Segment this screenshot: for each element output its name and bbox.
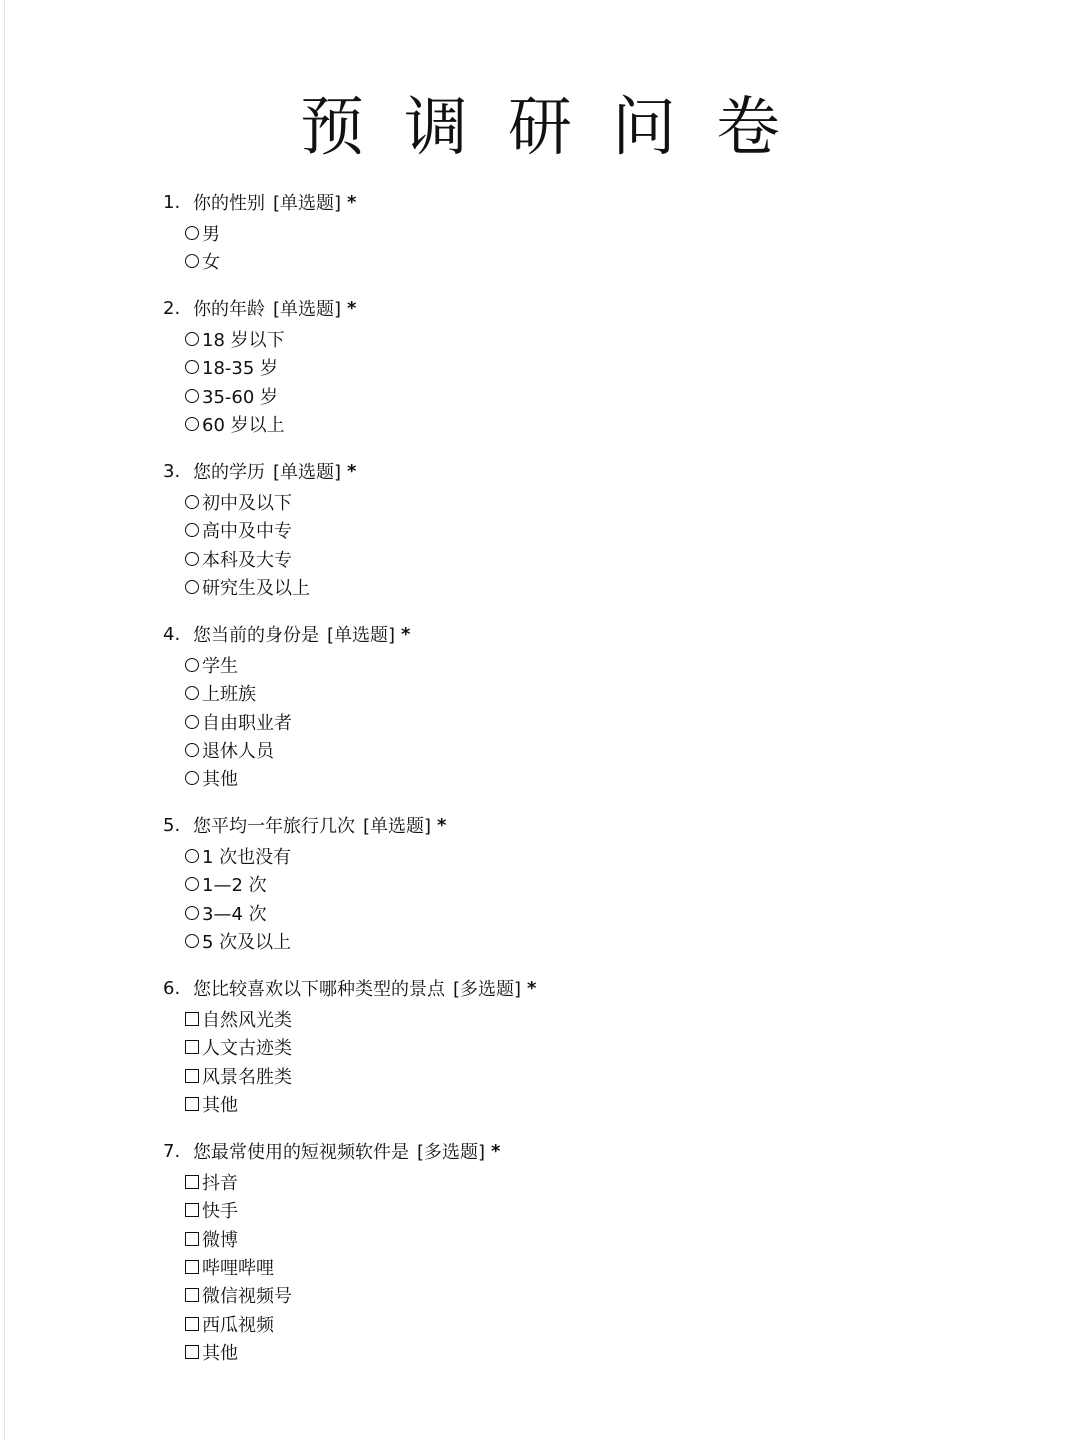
required-marker: * [437,814,447,836]
question-5 [163,810,1043,955]
radio-icon[interactable] [185,906,199,920]
option-label: 女 [202,252,220,274]
question-text: 你的年龄 [193,299,265,320]
radio-icon[interactable] [185,389,199,403]
option-label: 其他 [202,1342,238,1364]
option-retired[interactable] [163,736,1043,764]
question-type-label: [多选题] [417,1142,486,1163]
question-header [163,619,1043,649]
option-label: 哔哩哔哩 [202,1258,274,1280]
option-student[interactable] [163,651,1043,679]
checkbox-icon[interactable] [185,1069,199,1083]
question-7 [163,1136,1043,1366]
option-label: 风景名胜类 [202,1066,292,1088]
option-label: 自然风光类 [202,1010,292,1032]
page-title: 预调研问卷 [300,91,820,165]
options-list [163,651,1043,792]
option-3-4-trips[interactable] [163,899,1043,927]
question-4 [163,619,1043,792]
checkbox-icon[interactable] [185,1097,199,1111]
option-natural-scenery[interactable] [163,1005,1043,1033]
radio-icon[interactable] [185,226,199,240]
option-label: 60 岁以上 [202,415,285,437]
radio-icon[interactable] [185,523,199,537]
question-6 [163,973,1043,1118]
radio-icon[interactable] [185,849,199,863]
radio-icon[interactable] [185,552,199,566]
option-label: 5 次及以上 [202,932,292,954]
option-label: 退休人员 [202,741,274,763]
options-list [163,325,1043,438]
checkbox-icon[interactable] [185,1260,199,1274]
radio-icon[interactable] [185,254,199,268]
option-label: 上班族 [202,684,256,706]
option-douyin[interactable] [163,1168,1043,1196]
checkbox-icon[interactable] [185,1317,199,1331]
option-18-35[interactable] [163,353,1043,381]
checkbox-icon[interactable] [185,1345,199,1359]
option-label: 快手 [202,1201,238,1223]
option-zero-trips[interactable] [163,842,1043,870]
question-text: 您的学历 [193,462,265,483]
radio-icon[interactable] [185,715,199,729]
option-label: 本科及大专 [202,549,292,571]
question-3 [163,456,1043,601]
required-marker: * [527,977,537,999]
question-number: 3. [163,460,181,482]
checkbox-icon[interactable] [185,1040,199,1054]
option-label: 35-60 岁 [202,386,279,408]
option-senior-high[interactable] [163,516,1043,544]
question-header [163,973,1043,1003]
options-list [163,1168,1043,1366]
required-marker: * [347,297,357,319]
question-number: 7. [163,1140,181,1162]
option-label: 微信视频号 [202,1286,292,1308]
question-text: 你的性别 [193,193,265,214]
radio-icon[interactable] [185,360,199,374]
radio-icon[interactable] [185,658,199,672]
option-label: 18 岁以下 [202,330,285,352]
option-other[interactable] [163,1338,1043,1366]
option-label: 微博 [202,1229,238,1251]
question-header [163,456,1043,486]
option-male[interactable] [163,219,1043,247]
option-5-plus-trips[interactable] [163,927,1043,955]
option-other[interactable] [163,764,1043,792]
radio-icon[interactable] [185,686,199,700]
option-junior-high[interactable] [163,488,1043,516]
required-marker: * [401,623,411,645]
option-label: 1 次也没有 [202,847,292,869]
radio-icon[interactable] [185,332,199,346]
checkbox-icon[interactable] [185,1232,199,1246]
question-number: 1. [163,191,181,213]
options-list [163,219,1043,276]
required-marker: * [347,460,357,482]
question-type-label: [单选题] [273,462,342,483]
question-2 [163,293,1043,438]
option-graduate[interactable] [163,573,1043,601]
question-number: 4. [163,623,181,645]
option-label: 其他 [202,769,238,791]
option-label: 18-35 岁 [202,358,279,380]
question-header [163,810,1043,840]
checkbox-icon[interactable] [185,1012,199,1026]
question-1 [163,187,1043,276]
question-text: 您比较喜欢以下哪种类型的景点 [193,979,445,1000]
required-marker: * [347,191,357,213]
question-type-label: [单选题] [273,299,342,320]
question-type-label: [多选题] [453,979,522,1000]
checkbox-icon[interactable] [185,1288,199,1302]
radio-icon[interactable] [185,934,199,948]
option-label: 研究生及以上 [202,578,310,600]
option-other[interactable] [163,1090,1043,1118]
option-over-60[interactable] [163,410,1043,438]
option-kuaishou[interactable] [163,1196,1043,1224]
question-type-label: [单选题] [273,193,342,214]
options-list [163,842,1043,955]
question-type-label: [单选题] [363,816,432,837]
option-1-2-trips[interactable] [163,870,1043,898]
radio-icon[interactable] [185,417,199,431]
radio-icon[interactable] [185,580,199,594]
checkbox-icon[interactable] [185,1175,199,1189]
option-label: 高中及中专 [202,521,292,543]
question-header [163,1136,1043,1166]
question-number: 5. [163,814,181,836]
checkbox-icon[interactable] [185,1203,199,1217]
question-text: 您平均一年旅行几次 [193,816,355,837]
question-type-label: [单选题] [327,625,396,646]
radio-icon[interactable] [185,771,199,785]
radio-icon[interactable] [185,743,199,757]
option-wechat-channels[interactable] [163,1281,1043,1309]
option-cultural-heritage[interactable] [163,1033,1043,1061]
question-header [163,293,1043,323]
option-female[interactable] [163,247,1043,275]
option-label: 男 [202,224,220,246]
option-label: 学生 [202,656,238,678]
option-label: 3—4 次 [202,903,267,925]
option-label: 抖音 [202,1173,238,1195]
question-text: 您最常使用的短视频软件是 [193,1142,409,1163]
option-label: 1—2 次 [202,875,267,897]
option-bachelor[interactable] [163,545,1043,573]
option-label: 其他 [202,1095,238,1117]
page-edge-divider [4,0,5,1440]
option-office-worker[interactable] [163,679,1043,707]
required-marker: * [491,1140,501,1162]
option-under-18[interactable] [163,325,1043,353]
options-list [163,488,1043,601]
question-number: 6. [163,977,181,999]
question-number: 2. [163,297,181,319]
radio-icon[interactable] [185,495,199,509]
option-bilibili[interactable] [163,1253,1043,1281]
option-label: 自由职业者 [202,712,292,734]
options-list [163,1005,1043,1118]
option-label: 初中及以下 [202,493,292,515]
question-header [163,187,1043,217]
option-weibo[interactable] [163,1225,1043,1253]
radio-icon[interactable] [185,877,199,891]
option-scenic-spots[interactable] [163,1062,1043,1090]
option-35-60[interactable] [163,382,1043,410]
option-xigua-video[interactable] [163,1309,1043,1337]
option-label: 人文古迹类 [202,1038,292,1060]
question-text: 您当前的身份是 [193,625,319,646]
option-label: 西瓜视频 [202,1314,274,1336]
option-freelancer[interactable] [163,708,1043,736]
